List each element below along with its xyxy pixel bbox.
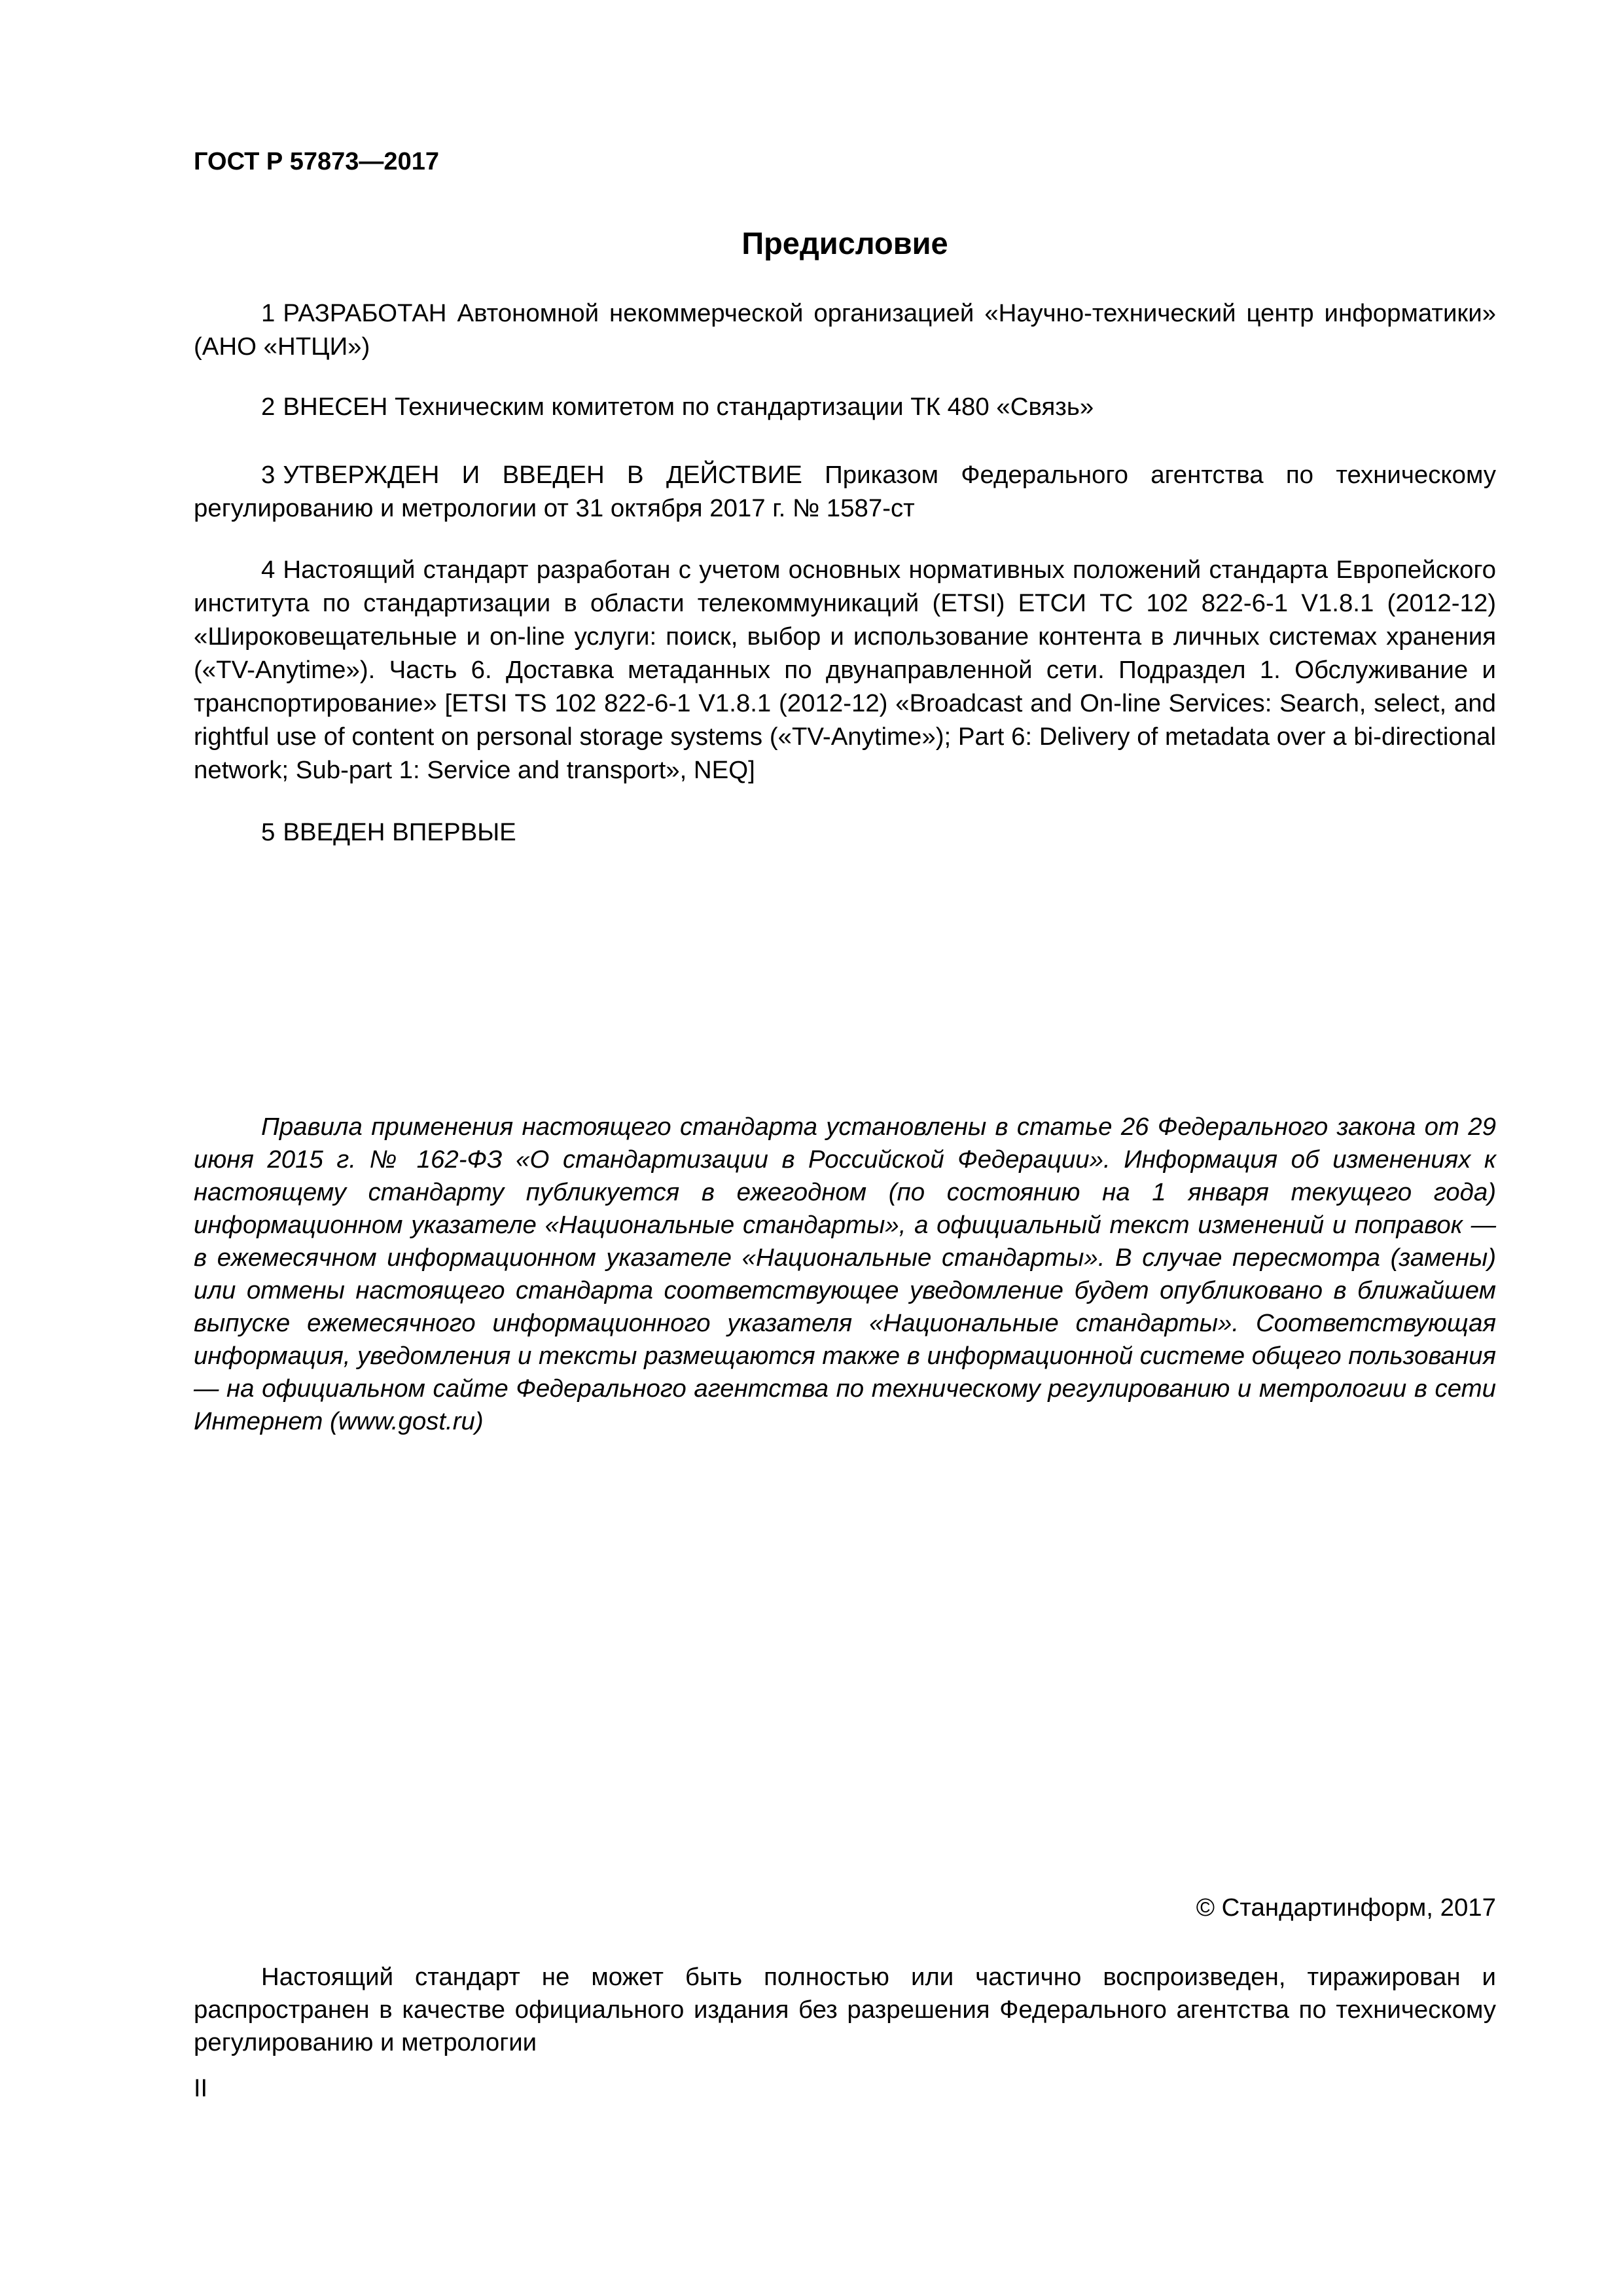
foreword-item-4 — [194, 553, 1496, 787]
foreword-item-text: УТВЕРЖДЕН И ВВЕДЕН В ДЕЙСТВИЕ Приказом Федерального агентства по техническому регулированию и метрологии от 31 октября 2017 г. № 1587-ст — [194, 461, 1496, 522]
foreword-title: Предисловие — [741, 226, 948, 260]
copyright-notice: © Стандартинформ, 2017 — [1196, 1893, 1496, 1922]
foreword-item-5 — [194, 816, 1496, 849]
foreword-item-3 — [194, 458, 1496, 525]
standard-code-header: ГОСТ Р 57873—2017 — [194, 148, 439, 175]
foreword-item-2 — [194, 390, 1496, 423]
page-number: II — [194, 2075, 208, 2102]
foreword-item-number: 3 — [261, 461, 276, 489]
reproduction-notice: Настоящий стандарт не может быть полностью или частично воспроизведен, тиражирован и распространен в качестве официального издания без разрешения Федерального агентства по техническому регулированию и метрологии — [194, 1963, 1496, 2056]
foreword-item-text: Настоящий стандарт разработан с учетом основных нормативных положений стандарта Европейского института по стандартизации в области телекоммуникаций (ETSI) ЕТСИ ТС 102 822-6-1 V1.8.1 (2012-12) «Широковещательные и on-line услуги: поиск, выбор и использование контента в личных системах хранения («TV-Anytime»). Часть 6. Доставка метаданных по двунаправленной сети. Подраздел 1. Обслуживание и транспортирование» [ETSI TS 102 822-6-1 V1.8.1 (2012-12) «Broadcast and On-line Services: Search, select, and rightful use of content on personal storage systems («TV-Anytime»); Part 6: Delivery of metadata over a bi-directional network; Sub-part 1: Service and transport», NEQ] — [194, 556, 1496, 784]
foreword-item-number: 4 — [261, 556, 276, 584]
foreword-item-text: РАЗРАБОТАН Автономной некоммерческой организацией «Научно-технический центр информатики» (АНО «НТЦИ») — [194, 299, 1496, 361]
foreword-item-text: ВВЕДЕН ВПЕРВЫЕ — [283, 818, 516, 846]
application-rules-note: Правила применения настоящего стандарта установлены в статье 26 Федерального закона от 29 июня 2015 г. № 162-ФЗ «О стандартизации в Российской Федерации». Информация об изменениях к настоящему стандарту публикуется в ежегодном (по состоянию на 1 января текущего года) информационном указателе «Национальные стандарты», а официальный текст изменений и поправок — в ежемесячном информационном указателе «Национальные стандарты». В случае пересмотра (замены) или отмены настоящего стандарта соответствующее уведомление будет опубликовано в ближайшем выпуске ежемесячного информационного указателя «Национальные стандарты». Соответствующая информация, уведомления и тексты размещаются также в информационной системе общего пользования — на официальном сайте Федерального агентства по техническому регулированию и метрологии в сети Интернет (www.gost.ru) — [194, 1113, 1496, 1435]
foreword-item-1 — [194, 296, 1496, 363]
foreword-item-number: 1 — [261, 299, 276, 327]
foreword-item-number: 5 — [261, 818, 276, 846]
foreword-item-text: ВНЕСЕН Техническим комитетом по стандартизации ТК 480 «Связь» — [283, 393, 1094, 421]
foreword-item-number: 2 — [261, 393, 276, 421]
